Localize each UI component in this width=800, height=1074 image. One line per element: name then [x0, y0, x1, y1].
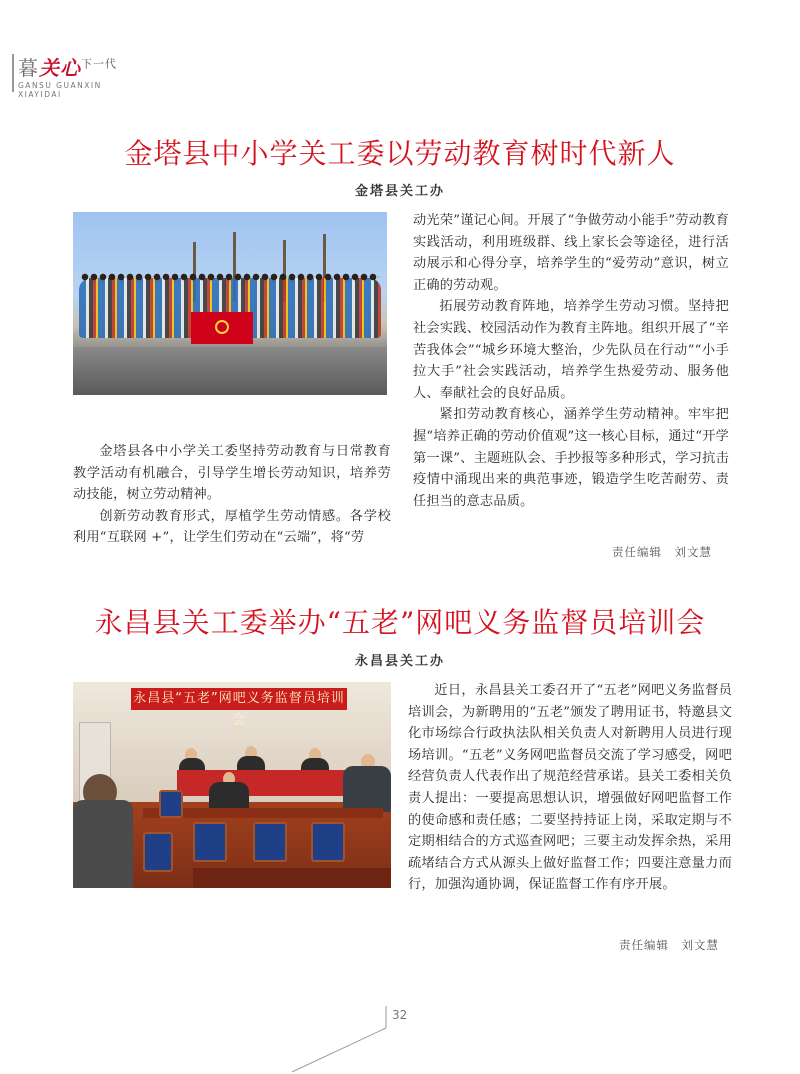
- article2-editor: 责任编辑 刘文慧: [619, 938, 719, 952]
- article2-title: 永昌县关工委举办“五老”网吧义务监督员培训会: [94, 606, 706, 639]
- article1-right-column: [413, 210, 729, 512]
- magazine-logo: 暮关心$^{下一代}$: [18, 56, 117, 80]
- article1-photo: [73, 212, 387, 395]
- article1-paragraph: 紧扣劳动教育核心，涵养学生劳动精神。牢牢把握“培养正确的劳动价值观”这一核心目标，通过“开学第一课”、主题班队会、手抄报等多种形式，学习抗击疫情中涌现出来的典范事迹，锻造学生吃苦耐劳、责任担当的意志品质。: [413, 407, 729, 509]
- article2-body: [408, 680, 732, 896]
- page-number: 32: [392, 1008, 408, 1022]
- article1-editor: 责任编辑 刘文慧: [612, 545, 712, 559]
- logo-subtitle-2: XIAYIDAI: [18, 90, 62, 99]
- article1-left-column: [73, 441, 391, 549]
- article1-paragraph: 创新劳动教育形式，厚植学生劳动情感。各学校利用“互联网 +”，让学生们劳动在“云端”，将“劳: [73, 508, 391, 546]
- article2-photo: [73, 682, 391, 888]
- logo-subtitle-1: GANSU GUANXIN: [18, 81, 102, 90]
- article2-paragraph: 近日，永昌县关工委召开了“五老”网吧义务监督员培训会，为新聘用的“五老”颁发了聘用证书，特邀县文化市场综合行政执法队相关负责人对新聘用人员进行现场培训。“五老”义务网吧监督员交流了学习感受，网吧经营负责人代表作出了规范经营承诺。县关工委相关负责人提出：一要提高思想认识，增强做好网吧监督工作的使命感和责任感；二要坚持持证上岗，采取定期与不定期相结合的方式巡查网吧；三要主动发挥余热，采用疏堵结合方式从源头上做好监督工作；四要注意量力而行，加强沟通协调，保证监督工作有序开展。: [408, 683, 732, 893]
- red-flag-icon: [191, 312, 253, 344]
- meeting-banner: 永昌县“五老”网吧义务监督员培训会: [131, 688, 347, 710]
- magazine-header: [18, 52, 218, 100]
- article1-title: 金塔县中小学关工委以劳动教育树时代新人: [124, 137, 676, 170]
- header-divider: [12, 54, 14, 92]
- article2-byline: 永昌县关工办: [354, 654, 445, 669]
- article1-paragraph: 金塔县各中小学关工委坚持劳动教育与日常教育教学活动有机融合，引导学生增长劳动知识，培养劳动技能，树立劳动精神。: [73, 444, 391, 503]
- article1-paragraph: 动光荣”谨记心间。开展了“争做劳动小能手”劳动教育实践活动，利用班级群、线上家长会等途径，进行活动展示和心得分享，培养学生的“爱劳动”意识，树立正确的劳动观。: [413, 213, 729, 293]
- page-corner-decoration: [262, 1006, 412, 1072]
- article1-byline: 金塔县关工办: [354, 184, 445, 199]
- article1-paragraph: 拓展劳动教育阵地，培养学生劳动习惯。坚持把社会实践、校园活动作为教育主阵地。组织开展了“辛苦我体会”“城乡环境大整治，少先队员在行动”“小手拉大手”社会实践活动，培养学生热爱劳动、服务他人、奉献社会的良好品质。: [413, 299, 729, 401]
